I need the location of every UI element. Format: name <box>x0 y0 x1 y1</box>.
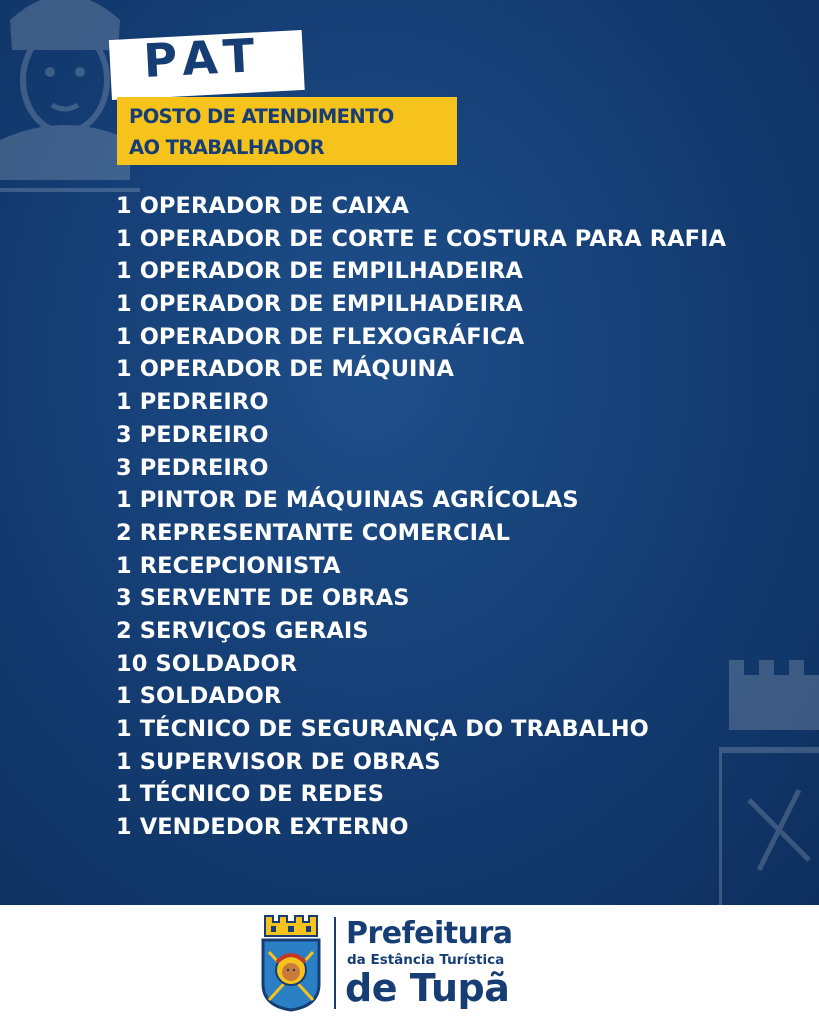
job-item: 1 OPERADOR DE CORTE E COSTURA PARA RAFIA <box>116 225 727 252</box>
job-item: 3 SERVENTE DE OBRAS <box>116 585 410 612</box>
job-item: 2 SERVIÇOS GERAIS <box>116 617 369 644</box>
subtitle-line-1: POSTO DE ATENDIMENTO <box>129 105 394 128</box>
job-item: 1 OPERADOR DE MÁQUINA <box>116 356 454 383</box>
job-item: 1 PEDREIRO <box>116 389 269 416</box>
job-item: 1 TÉCNICO DE REDES <box>116 781 385 808</box>
brand-line-2: da Estância Turística <box>347 952 505 968</box>
job-item: 1 SOLDADOR <box>116 683 282 710</box>
job-item: 10 SOLDADOR <box>116 650 298 677</box>
brand-line-3: de Tupã <box>345 966 510 1010</box>
job-item: 3 PEDREIRO <box>116 454 269 481</box>
subtitle <box>129 101 459 163</box>
job-item: 1 OPERADOR DE EMPILHADEIRA <box>116 291 524 318</box>
castle-watermark-icon <box>719 640 819 905</box>
job-item: 1 OPERADOR DE CAIXA <box>116 193 410 219</box>
city-crest-icon <box>259 912 323 1012</box>
footer-divider <box>334 917 336 1009</box>
job-list <box>116 190 726 844</box>
job-item: 1 VENDEDOR EXTERNO <box>116 814 409 841</box>
subtitle-line-2: AO TRABALHADOR <box>129 136 325 159</box>
job-item: 3 PEDREIRO <box>116 421 269 448</box>
brand-line-1: Prefeitura <box>346 916 513 951</box>
job-item: 2 REPRESENTANTE COMERCIAL <box>116 519 511 546</box>
job-item: 1 RECEPCIONISTA <box>116 552 341 579</box>
job-item: 1 OPERADOR DE FLEXOGRÁFICA <box>116 323 525 350</box>
job-item: 1 PINTOR DE MÁQUINAS AGRÍCOLAS <box>116 487 579 514</box>
page-title: PAT <box>142 27 265 88</box>
job-item: 1 OPERADOR DE EMPILHADEIRA <box>116 258 524 285</box>
job-item: 1 SUPERVISOR DE OBRAS <box>116 748 441 775</box>
job-item: 1 TÉCNICO DE SEGURANÇA DO TRABALHO <box>116 716 649 742</box>
